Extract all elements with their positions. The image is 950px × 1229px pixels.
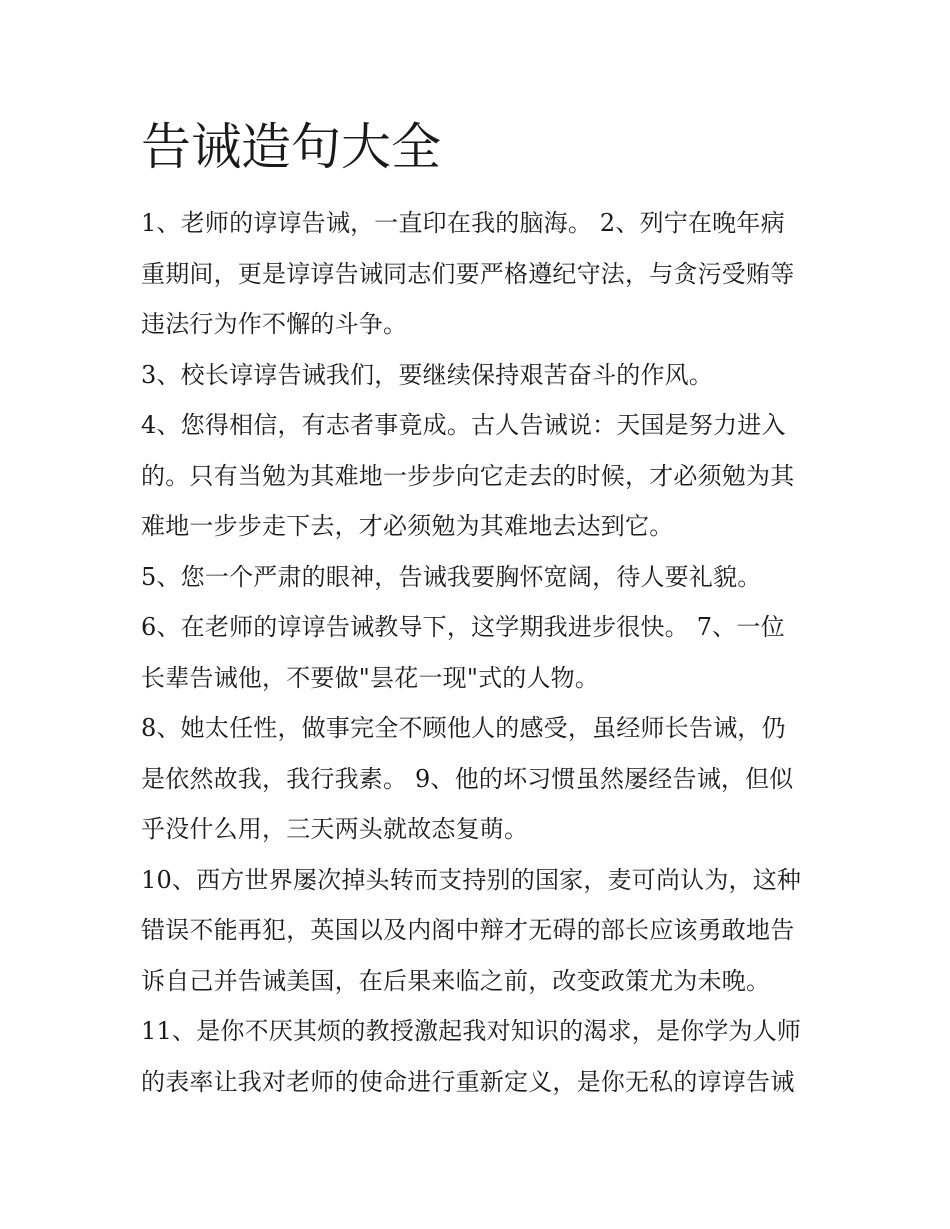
text-line: 诉自己并告诫美国，在后果来临之前，改变政策尤为未晚。 — [141, 966, 771, 995]
text-line: 长辈告诫他，不要做"昙花一现"式的人物。 — [141, 663, 600, 692]
text-line: 是依然故我，我行我素。 9、他的坏习惯虽然屡经告诫，但似 — [141, 764, 794, 793]
text-line: 4、您得相信，有志者事竟成。古人告诫说：天国是努力进入 — [141, 411, 786, 439]
text-line: 错误不能再犯，英国以及内阁中辩才无碍的部长应该勇敢地告 — [141, 916, 795, 944]
document-title: 告诫造句大全 — [141, 118, 441, 176]
text-line: 的表率让我对老师的使命进行重新定义，是你无私的谆谆告诫 — [141, 1067, 795, 1096]
document-body — [141, 198, 821, 1107]
text-line: 3、校长谆谆告诫我们，要继续保持艰苦奋斗的作风。 — [141, 360, 714, 389]
text-line: 5、您一个严肃的眼神，告诫我要胸怀宽阔，待人要礼貌。 — [141, 562, 762, 591]
text-line: 11、是你不厌其烦的教授激起我对知识的渴求，是你学为人师 — [141, 1017, 802, 1045]
text-line: 重期间，更是谆谆告诫同志们要严格遵纪守法，与贪污受贿等 — [141, 259, 795, 288]
text-line: 难地一步步走下去，才必须勉为其难地去达到它。 — [141, 512, 674, 540]
text-line: 的。只有当勉为其难地一步步向它走去的时候，才必须勉为其 — [141, 461, 795, 490]
text-line: 乎没什么用，三天两头就故态复萌。 — [141, 815, 529, 843]
text-line: 10、西方世界屡次掉头转而支持别的国家，麦可尚认为，这种 — [141, 865, 802, 894]
text-line: 8、她太任性，做事完全不顾他人的感受，虽经师长告诫，仍 — [141, 714, 786, 742]
text-line: 6、在老师的谆谆告诫教导下，这学期我进步很快。 7、一位 — [141, 613, 785, 641]
text-line: 1、老师的谆谆告诫，一直印在我的脑海。 2、列宁在晚年病 — [141, 209, 785, 237]
text-line: 违法行为作不懈的斗争。 — [141, 310, 408, 338]
